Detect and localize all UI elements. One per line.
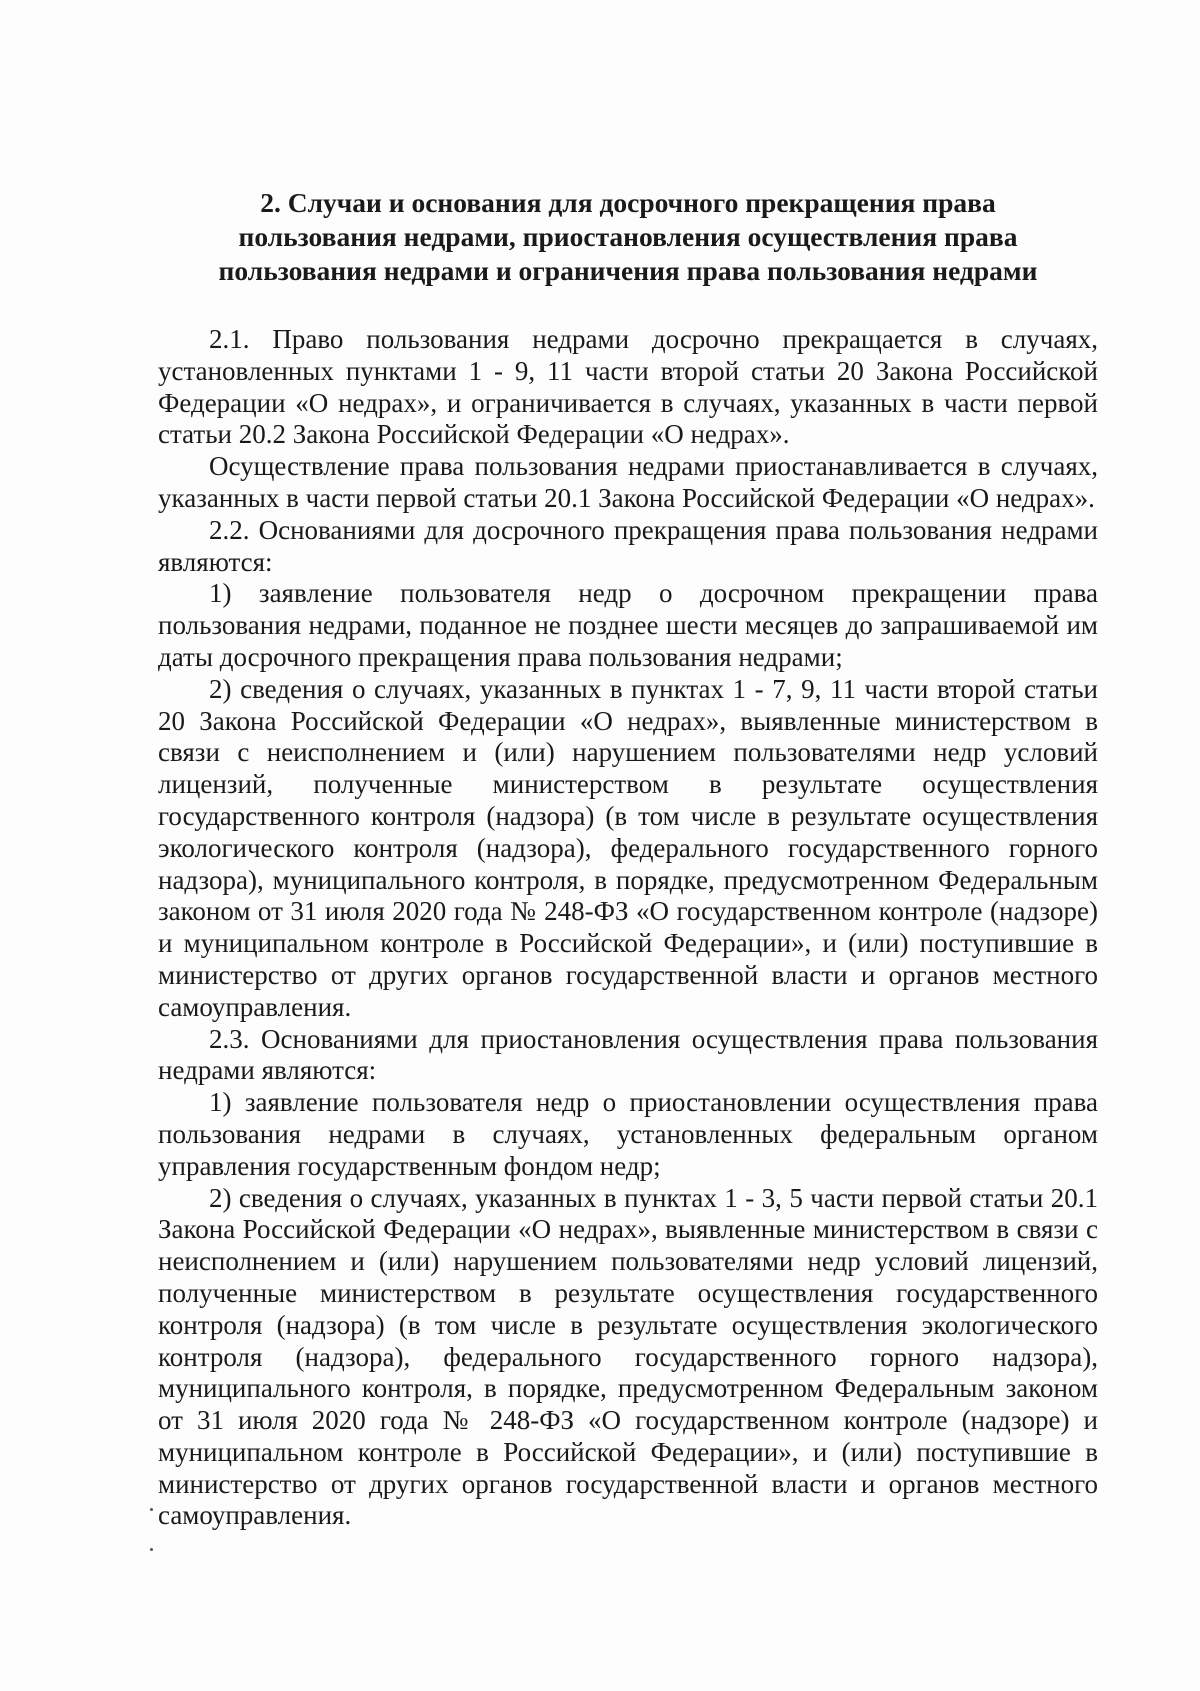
- section-heading-line: 2. Случаи и основания для досрочного прекращения права: [260, 187, 996, 218]
- paragraph-2-3: 2.3. Основаниями для приостановления осуществления права пользования недрами являются:: [158, 1023, 1098, 1086]
- scan-speck: [150, 1548, 153, 1551]
- paragraph-2-2: 2.2. Основаниями для досрочного прекращения права пользования недрами являются:: [158, 514, 1098, 577]
- paragraph-2-1: 2.1. Право пользования недрами досрочно прекращается в случаях, установленных пунктами 1 - 9, 11 части второй статьи 20 Закона Российской Федерации «О недрах», и ограничивается в случаях, указанных в части первой статьи 20.2 Закона Российской Федерации «О недрах».: [158, 324, 1098, 450]
- paragraph-2-3-item-2: 2) сведения о случаях, указанных в пунктах 1 - 3, 5 части первой статьи 20.1 Закона Российской Федерации «О недрах», выявленные министерством в связи с неисполнением и (или) нарушением пользователями недр условий лицензий, полученные министерством в результате осуществления государственного контроля (надзора) (в том числе в результате осуществления экологического контроля (надзора), федерального государственного горного надзора), муниципального контроля, в порядке, предусмотренном Федеральным законом от 31 июля 2020 года № 248-ФЗ «О государственном контроле (надзоре) и муниципальном контроле в Российской Федерации», и (или) поступившие в министерство от других органов государственной власти и органов местного самоуправления.: [158, 1182, 1098, 1531]
- paragraph-2-2-item-2: 2) сведения о случаях, указанных в пунктах 1 - 7, 9, 11 части второй статьи 20 Закона Российской Федерации «О недрах», выявленные министерством в связи с неисполнением и (или) нарушением пользователями недр условий лицензий, полученные министерством в результате осуществления государственного контроля (надзора) (в том числе в результате осуществления экологического контроля (надзора), федерального государственного горного надзора), муниципального контроля, в порядке, предусмотренном Федеральным законом от 31 июля 2020 года № 248-ФЗ «О государственном контроле (надзоре) и муниципальном контроле в Российской Федерации», и (или) поступившие в министерство от других органов государственной власти и органов местного самоуправления.: [158, 673, 1098, 1022]
- section-heading-line: пользования недрами, приостановления осуществления права: [238, 221, 1018, 252]
- scan-speck: [150, 1508, 153, 1511]
- paragraph-2-2-item-1: 1) заявление пользователя недр о досрочном прекращении права пользования недрами, поданное не позднее шести месяцев до запрашиваемой им даты досрочного прекращения права пользования недрами;: [158, 578, 1098, 672]
- paragraph-suspension-cases: Осуществление права пользования недрами приостанавливается в случаях, указанных в части первой статьи 20.1 Закона Российской Федерации «О недрах».: [158, 451, 1098, 513]
- section-heading-line: пользования недрами и ограничения права пользования недрами: [218, 255, 1038, 286]
- paragraph-2-3-item-1: 1) заявление пользователя недр о приостановлении осуществления права пользования недрами в случаях, установленных федеральным органом управления государственным фондом недр;: [158, 1087, 1098, 1181]
- document-body: [158, 186, 1098, 1532]
- section-heading: [158, 186, 1098, 288]
